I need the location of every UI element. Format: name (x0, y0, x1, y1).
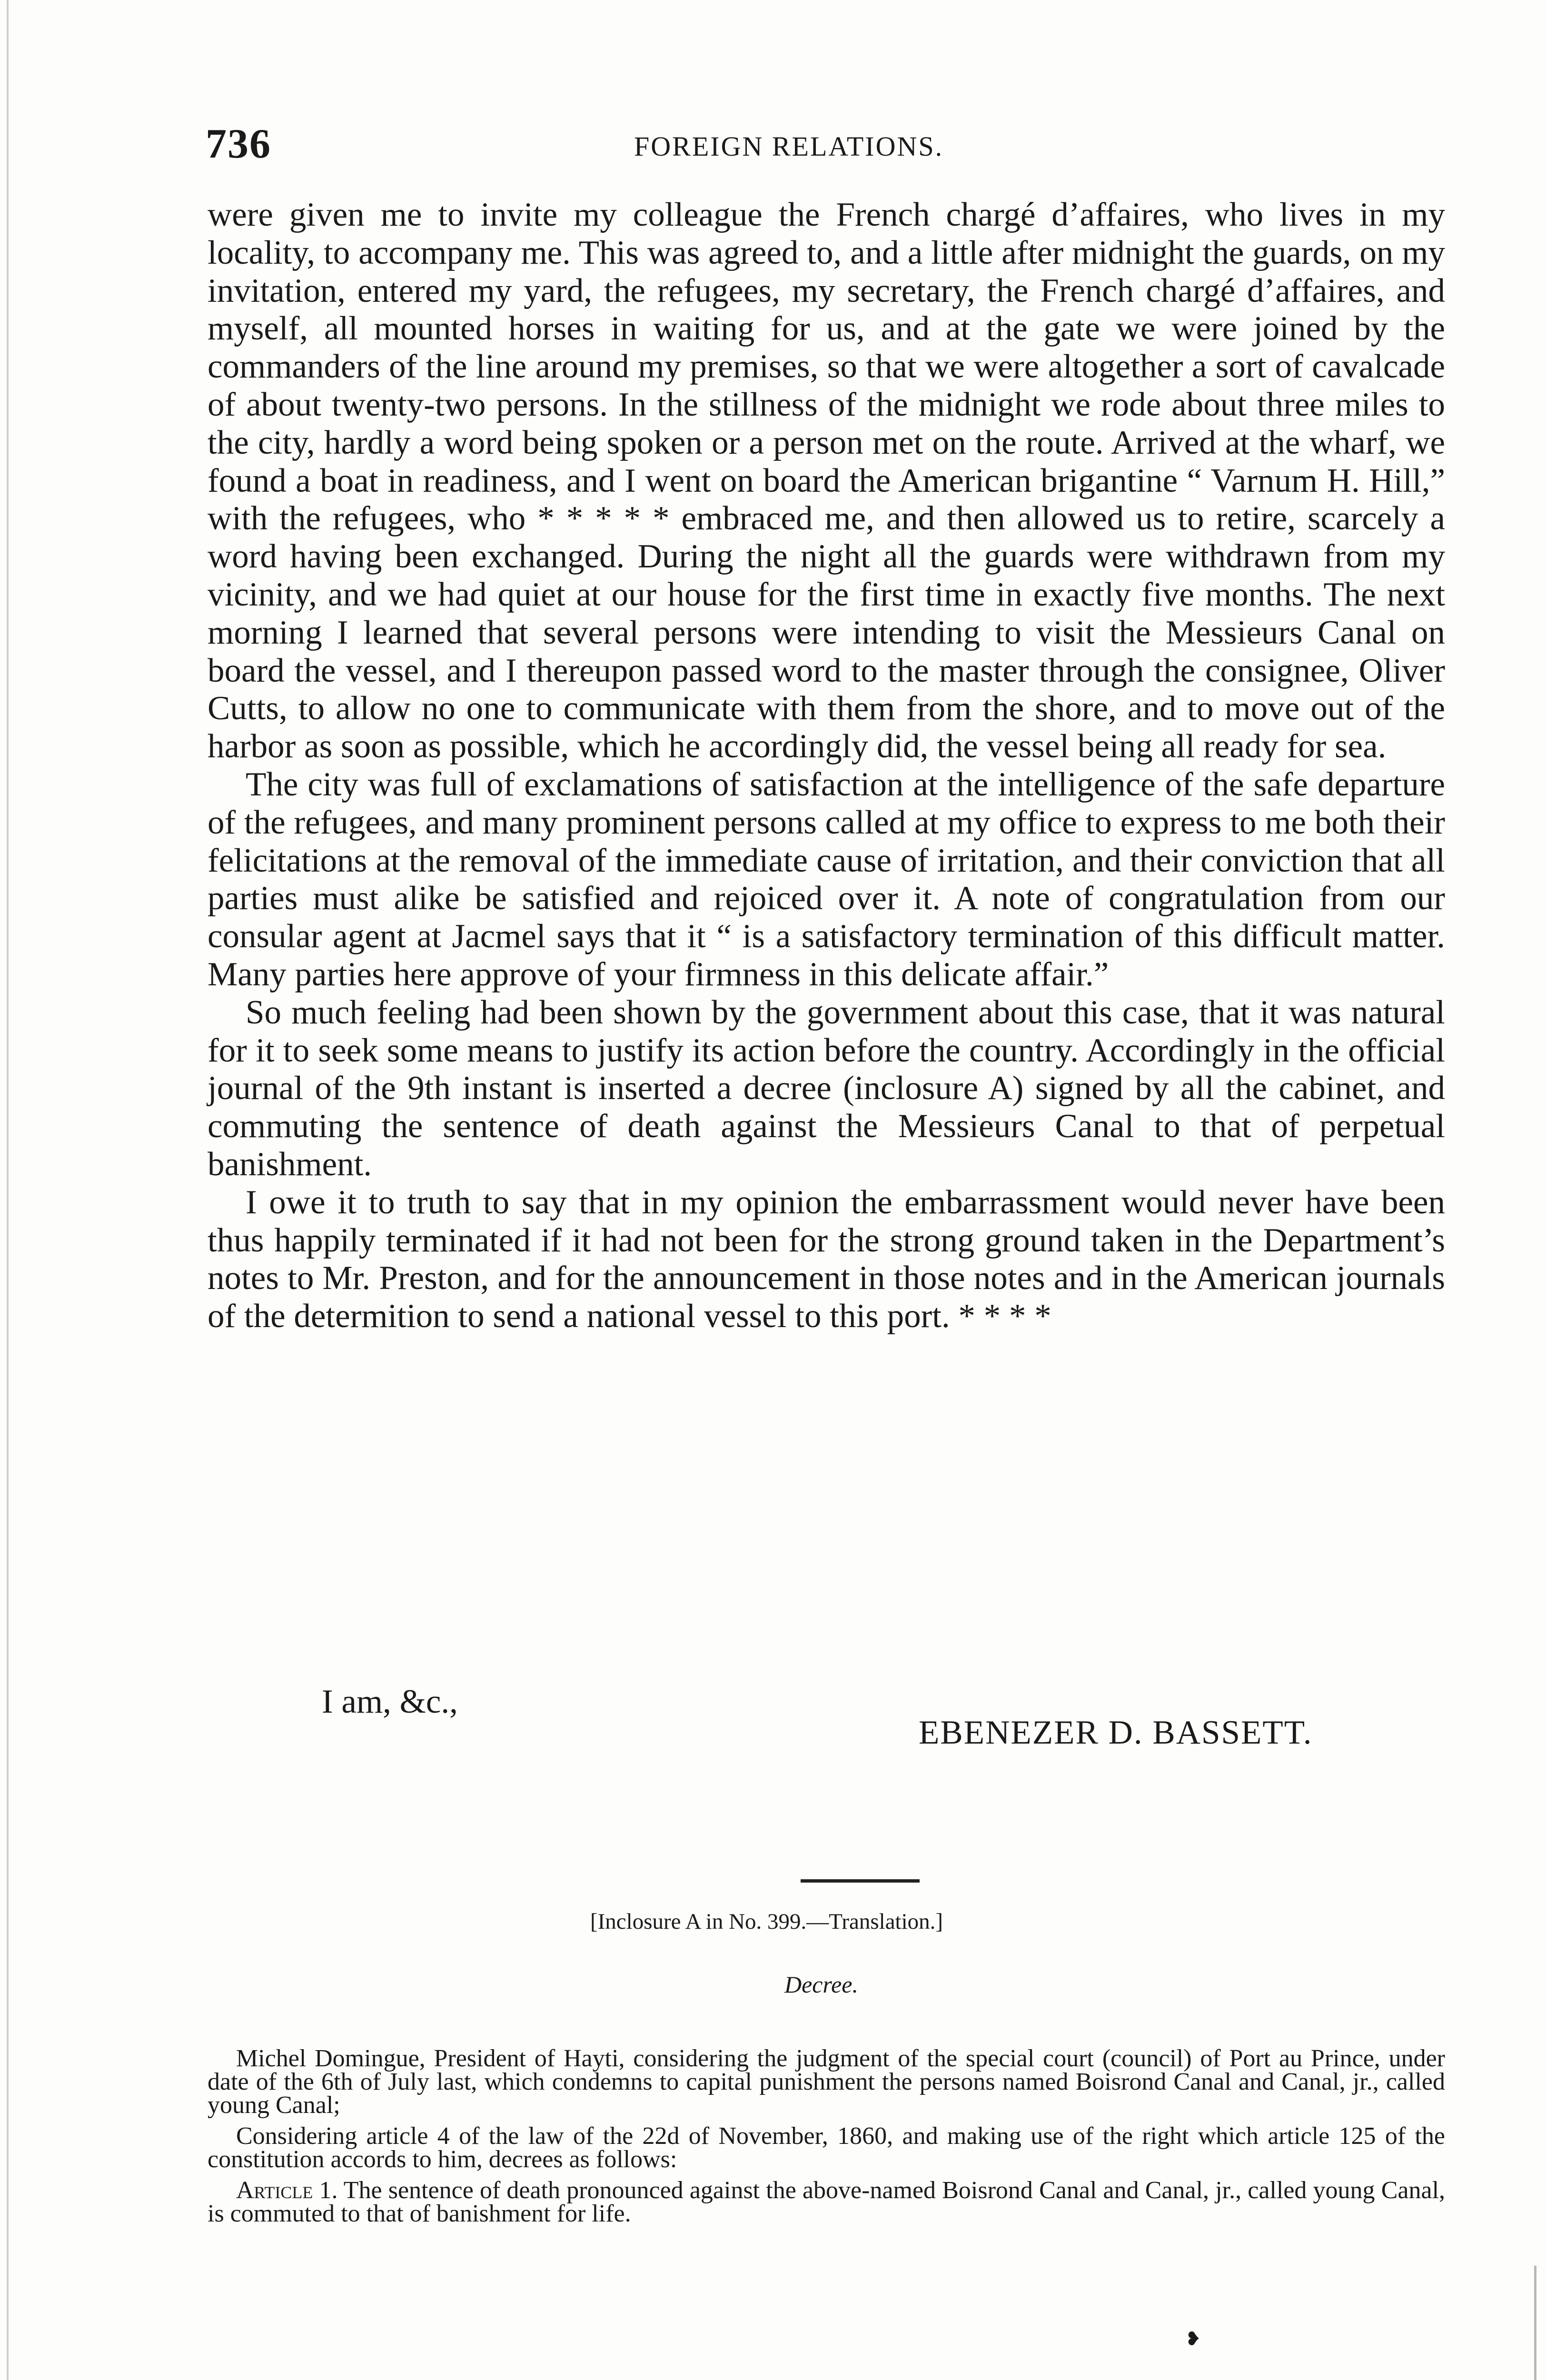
decree-title: Decree. (784, 1971, 858, 1998)
decree-paragraph-2: Considering article 4 of the law of the 22d of November, 1860, and making use of the right which article 125 of the constitution accords to him, decrees as follows: (208, 2122, 1445, 2173)
running-header (206, 120, 1443, 172)
running-title: FOREIGN RELATIONS. (634, 131, 944, 162)
print-mark: ❥ (1185, 2328, 1201, 2350)
page-edge-rule-right (1534, 2266, 1536, 2380)
decree-body (208, 2047, 1445, 2233)
letter-signature: EBENEZER D. BASSETT. (919, 1714, 1313, 1751)
body-paragraph-4: I owe it to truth to say that in my opinion the embarrassment would never have been thus happily terminated if it had not been for the strong ground taken in the Department’s notes to Mr. Preston, and for the announcement in those notes and in the American journals of the determition to send a national vessel to this port. * * * * (208, 1183, 1445, 1335)
body-paragraph-2: The city was full of exclamations of satisfaction at the intelligence of the safe departure of the refugees, and many prominent persons called at my office to express to me both their felicitations at the removal of the immediate cause of irritation, and their conviction that all parties must alike be satisfied and rejoiced over it. A note of congratulation from our consular agent at Jacmel says that it “ is a satisfactory termination of this difficult matter. Many parties here approve of your firmness in this delicate affair.” (208, 765, 1445, 993)
body-paragraph-3: So much feeling had been shown by the government about this case, that it was natural for it to seek some means to justify its action before the country. Accordingly in the official journal of the 9th instant is inserted a decree (inclosure A) signed by all the cabinet, and commuting the sentence of death against the Messieurs Canal to that of perpetual banishment. (208, 993, 1445, 1183)
article-label: Article 1. (236, 2177, 338, 2204)
letter-body (208, 196, 1445, 1336)
page-number: 736 (206, 121, 271, 167)
page-edge-rule (7, 0, 9, 2380)
inclosure-heading: [Inclosure A in No. 399.—Translation.] (590, 1909, 943, 1934)
decree-article-1 (208, 2179, 1445, 2225)
decree-paragraph-1: Michel Domingue, President of Hayti, considering the judgment of the special court (council) of Port au Prince, under date of the 6th of July last, which condemns to capital punishment the persons named Boisrond Canal and Canal, jr., called young Canal; (208, 2045, 1445, 2119)
letter-closing: I am, &c., (322, 1683, 458, 1720)
body-paragraph-1: were given me to invite my colleague the French chargé d’affaires, who lives in my locality, to accompany me. This was agreed to, and a little after midnight the guards, on my invitation, entered my yard, the refugees, my secretary, the French chargé d’affaires, and myself, all mounted horses in waiting for us, and at the gate we were joined by the commanders of the line around my premises, so that we were altogether a sort of cavalcade of about twenty-two persons. In the stillness of the midnight we rode about three miles to the city, hardly a word being spoken or a person met on the route. Arrived at the wharf, we found a boat in readiness, and I went on board the American brigantine “ Varnum H. Hill,” with the refugees, who * * * * * embraced me, and then allowed us to retire, scarcely a word having been exchanged. During the night all the guards were withdrawn from my vicinity, and we had quiet at our house for the first time in exactly five months. The next morning I learned that several persons were intending to visit the Messieurs Canal on board the vessel, and I thereupon passed word to the master through the consignee, Oliver Cutts, to allow no one to communicate with them from the shore, and to move out of the harbor as soon as possible, which he accordingly did, the vessel being all ready for sea. (208, 196, 1445, 765)
article-text: The sentence of death pronounced against the above-named Boisrond Canal and Canal, jr., called young Canal, is commuted to that of banishment for life. (208, 2177, 1446, 2227)
section-divider (801, 1879, 920, 1883)
